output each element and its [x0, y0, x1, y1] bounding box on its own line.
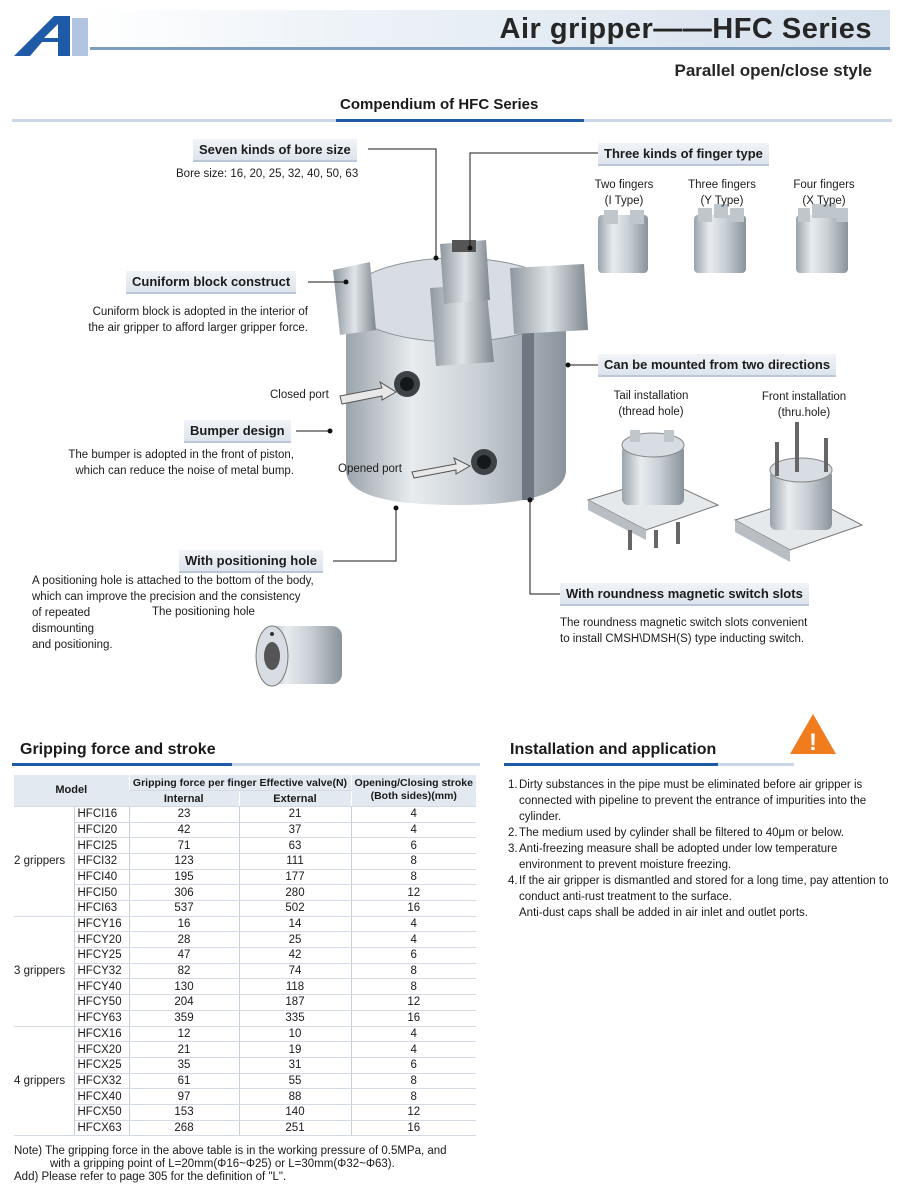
tail-installation-image — [588, 430, 718, 550]
cuniform-label: Cuniform block construct — [126, 271, 296, 294]
cell-model: HFCI16 — [74, 806, 129, 822]
item-number: 1. — [508, 779, 518, 791]
cell-internal: 71 — [129, 838, 239, 854]
cell-model: HFCI63 — [74, 901, 129, 917]
cell-stroke: 12 — [351, 1104, 476, 1120]
front-installation-image — [735, 422, 862, 562]
cell-stroke: 12 — [351, 995, 476, 1011]
closed-port-label: Closed port — [270, 389, 329, 401]
cell-model: HFCI32 — [74, 853, 129, 869]
table-title: Gripping force and stroke — [20, 741, 216, 758]
cell-stroke: 4 — [351, 806, 476, 822]
cell-external: 140 — [239, 1104, 351, 1120]
cell-model: HFCI20 — [74, 822, 129, 838]
cell-external: 251 — [239, 1120, 351, 1136]
cell-stroke: 4 — [351, 916, 476, 932]
compendium-heading: Compendium of HFC Series — [340, 96, 539, 113]
four-finger-image — [796, 204, 848, 273]
cell-stroke: 4 — [351, 1042, 476, 1058]
header-external: External — [239, 791, 351, 807]
cuniform-text: Cuniform block is adopted in the interior of the air gripper to afford larger gripper force. — [88, 306, 308, 334]
positioning-label: With positioning hole — [179, 550, 323, 573]
table-row — [14, 1010, 476, 1026]
cell-stroke: 8 — [351, 979, 476, 995]
item-number: 3. — [508, 843, 518, 855]
cell-stroke: 8 — [351, 1073, 476, 1089]
table-row — [14, 1026, 476, 1042]
cell-model: HFCY20 — [74, 932, 129, 948]
cell-external: 502 — [239, 901, 351, 917]
table-row — [14, 963, 476, 979]
table-note: Note) The gripping force in the above table is in the working pressure of 0.5MPa, and with a gripping point of L=20mm(Φ16~Φ25) or L=30mm(Φ32~Φ63). Add) Please refer to page 305 for the definition of "L". — [14, 1145, 447, 1183]
cell-internal: 61 — [129, 1073, 239, 1089]
table-row — [14, 1073, 476, 1089]
cell-stroke: 4 — [351, 1026, 476, 1042]
item-text: The medium used by cylinder shall be filtered to 40μm or below. — [519, 827, 844, 839]
cell-external: 31 — [239, 1057, 351, 1073]
item-text: Anti-freezing measure shall be adopted under low temperature environment to prevent moisture freezing. — [519, 843, 838, 871]
mount-label: Can be mounted from two directions — [598, 354, 836, 377]
finger-type-label: Three kinds of finger type — [598, 143, 769, 166]
installation-divider — [504, 763, 794, 766]
table-row — [14, 869, 476, 885]
cell-stroke: 16 — [351, 1120, 476, 1136]
front-installation-text: Front installation (thru.hole) — [761, 391, 847, 419]
table-row — [14, 1057, 476, 1073]
installation-item — [508, 841, 898, 873]
installation-item — [508, 873, 898, 905]
cell-external: 335 — [239, 1010, 351, 1026]
cell-external: 42 — [239, 948, 351, 964]
cell-internal: 204 — [129, 995, 239, 1011]
cell-stroke: 6 — [351, 948, 476, 964]
header-internal: Internal — [129, 791, 239, 807]
bumper-text: The bumper is adopted in the front of piston, which can reduce the noise of metal bump. — [68, 449, 294, 477]
cell-stroke: 8 — [351, 963, 476, 979]
table-row — [14, 1089, 476, 1105]
cell-model: HFCY25 — [74, 948, 129, 964]
cell-external: 118 — [239, 979, 351, 995]
cell-external: 10 — [239, 1026, 351, 1042]
page-title: Air gripper——HFC Series — [499, 13, 872, 45]
cell-internal: 12 — [129, 1026, 239, 1042]
cell-stroke: 16 — [351, 1010, 476, 1026]
cell-stroke: 8 — [351, 1089, 476, 1105]
cell-model: HFCY63 — [74, 1010, 129, 1026]
cell-internal: 42 — [129, 822, 239, 838]
cell-external: 63 — [239, 838, 351, 854]
table-row — [14, 932, 476, 948]
bumper-label: Bumper design — [184, 420, 291, 443]
header-model: Model — [14, 775, 129, 806]
table-row — [14, 916, 476, 932]
table-row — [14, 853, 476, 869]
cell-model: HFCX32 — [74, 1073, 129, 1089]
switch-slot-text: The roundness magnetic switch slots convenient to install CMSH\DMSH(S) type inducting switch. — [560, 617, 808, 645]
cell-external: 177 — [239, 869, 351, 885]
installation-title: Installation and application — [510, 741, 717, 758]
finger-type-two: Two fingers (I Type) — [594, 179, 654, 207]
cell-stroke: 8 — [351, 853, 476, 869]
cell-model: HFCI25 — [74, 838, 129, 854]
cell-external: 111 — [239, 853, 351, 869]
header-stroke: Opening/Closing stroke (Both sides)(mm) — [351, 775, 476, 806]
switch-slot-label: With roundness magnetic switch slots — [560, 583, 809, 606]
cell-stroke: 8 — [351, 869, 476, 885]
installation-item — [508, 825, 898, 841]
cell-internal: 153 — [129, 1104, 239, 1120]
group-name: 4 grippers — [14, 1026, 74, 1136]
cell-external: 280 — [239, 885, 351, 901]
positioning-hole-label: The positioning hole — [152, 606, 255, 618]
cell-external: 74 — [239, 963, 351, 979]
cell-model: HFCI40 — [74, 869, 129, 885]
cell-stroke: 6 — [351, 1057, 476, 1073]
table-row — [14, 838, 476, 854]
item-text: Dirty substances in the pipe must be eliminated before air gripper is connected with pipeline to prevent the entrance of impurities into the cylinder. — [519, 779, 867, 823]
cell-external: 14 — [239, 916, 351, 932]
cell-external: 88 — [239, 1089, 351, 1105]
cell-internal: 130 — [129, 979, 239, 995]
cell-model: HFCI50 — [74, 885, 129, 901]
cell-stroke: 4 — [351, 822, 476, 838]
bore-size-label: Seven kinds of bore size — [193, 139, 357, 162]
cell-external: 19 — [239, 1042, 351, 1058]
cell-internal: 359 — [129, 1010, 239, 1026]
cell-model: HFCY40 — [74, 979, 129, 995]
two-finger-image — [598, 210, 648, 273]
cell-internal: 306 — [129, 885, 239, 901]
cell-internal: 21 — [129, 1042, 239, 1058]
item-number: 2. — [508, 827, 518, 839]
cell-model: HFCX50 — [74, 1104, 129, 1120]
cell-internal: 16 — [129, 916, 239, 932]
table-row — [14, 885, 476, 901]
table-row — [14, 822, 476, 838]
cell-internal: 268 — [129, 1120, 239, 1136]
cell-model: HFCX40 — [74, 1089, 129, 1105]
cell-stroke: 4 — [351, 932, 476, 948]
cell-model: HFCY32 — [74, 963, 129, 979]
cell-model: HFCX20 — [74, 1042, 129, 1058]
table-row — [14, 901, 476, 917]
cell-external: 187 — [239, 995, 351, 1011]
cell-internal: 23 — [129, 806, 239, 822]
item-text: If the air gripper is dismantled and stored for a long time, pay attention to conduct anti-rust treatment to the surface. — [519, 875, 889, 903]
cell-internal: 97 — [129, 1089, 239, 1105]
group-name: 2 grippers — [14, 806, 74, 916]
cell-internal: 28 — [129, 932, 239, 948]
warning-icon — [790, 714, 836, 756]
three-finger-image — [694, 204, 746, 273]
opened-port-label: Opened port — [338, 463, 402, 475]
cell-internal: 537 — [129, 901, 239, 917]
cell-model: HFCX25 — [74, 1057, 129, 1073]
tail-installation-text: Tail installation (thread hole) — [613, 390, 689, 418]
table-row — [14, 948, 476, 964]
table-body — [14, 806, 476, 1135]
cell-internal: 47 — [129, 948, 239, 964]
cell-internal: 123 — [129, 853, 239, 869]
cell-model: HFCY50 — [74, 995, 129, 1011]
positioning-text: A positioning hole is attached to the bottom of the body, which can improve the precision and the consistency of repeated dismounting and positioning. — [32, 575, 314, 651]
table-row — [14, 1120, 476, 1136]
cell-stroke: 16 — [351, 901, 476, 917]
cell-stroke: 6 — [351, 838, 476, 854]
table-row — [14, 806, 476, 822]
cell-internal: 195 — [129, 869, 239, 885]
cell-model: HFCY16 — [74, 916, 129, 932]
table-row — [14, 1104, 476, 1120]
bore-size-text: Bore size: 16, 20, 25, 32, 40, 50, 63 — [176, 168, 359, 180]
installation-list — [508, 777, 898, 921]
cell-external: 55 — [239, 1073, 351, 1089]
finger-type-four: Four fingers (X Type) — [793, 179, 855, 207]
item-number: 4. — [508, 875, 518, 887]
table-row — [14, 1042, 476, 1058]
cell-internal: 35 — [129, 1057, 239, 1073]
table-divider — [12, 763, 480, 766]
table-row — [14, 979, 476, 995]
cell-model: HFCX16 — [74, 1026, 129, 1042]
cell-external: 37 — [239, 822, 351, 838]
gripping-force-table — [14, 775, 476, 1136]
cell-internal: 82 — [129, 963, 239, 979]
group-name: 3 grippers — [14, 916, 74, 1026]
cell-external: 21 — [239, 806, 351, 822]
finger-type-three: Three fingers (Y Type) — [688, 179, 756, 207]
cell-external: 25 — [239, 932, 351, 948]
cell-model: HFCX63 — [74, 1120, 129, 1136]
page-subtitle: Parallel open/close style — [674, 61, 872, 80]
cell-stroke: 12 — [351, 885, 476, 901]
header-force: Gripping force per finger Effective valve(N) — [129, 775, 351, 791]
svg-text:!: ! — [809, 729, 817, 756]
installation-extra: Anti-dust caps shall be added in air inlet and outlet ports. — [519, 907, 808, 919]
installation-item — [508, 777, 898, 825]
table-row — [14, 995, 476, 1011]
